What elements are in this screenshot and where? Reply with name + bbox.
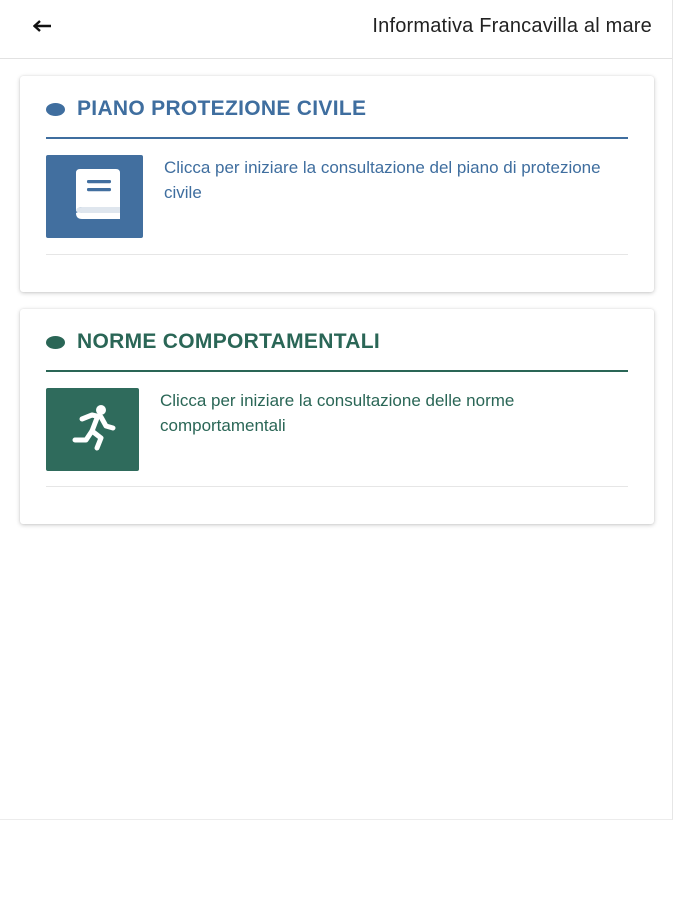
bullet-dot-icon (46, 103, 65, 116)
arrow-left-icon (33, 19, 53, 38)
page-title: Informativa Francavilla al mare (372, 15, 652, 37)
book-icon (66, 167, 124, 226)
footer-divider (46, 486, 628, 487)
card-norme-comportamentali (20, 309, 654, 524)
card-piano-protezione-civile (20, 76, 654, 292)
card-header (46, 329, 628, 355)
footer-divider (46, 254, 628, 255)
icon-tile (46, 155, 143, 238)
card-title: PIANO PROTEZIONE CIVILE (77, 97, 367, 120)
open-norme-button[interactable] (46, 388, 628, 488)
running-person-icon (68, 402, 118, 457)
back-button[interactable] (26, 12, 60, 44)
card-title: NORME COMPORTAMENTALI (77, 330, 380, 353)
card-description: Clicca per iniziare la consultazione del piano di protezione civile (164, 158, 601, 202)
bullet-dot-icon (46, 336, 65, 349)
open-piano-button[interactable] (46, 155, 628, 255)
title-divider (46, 370, 628, 372)
title-divider (46, 137, 628, 139)
card-description: Clicca per iniziare la consultazione delle norme comportamentali (160, 391, 515, 435)
top-app-bar (0, 0, 672, 59)
card-header (46, 96, 628, 122)
icon-tile (46, 388, 139, 471)
